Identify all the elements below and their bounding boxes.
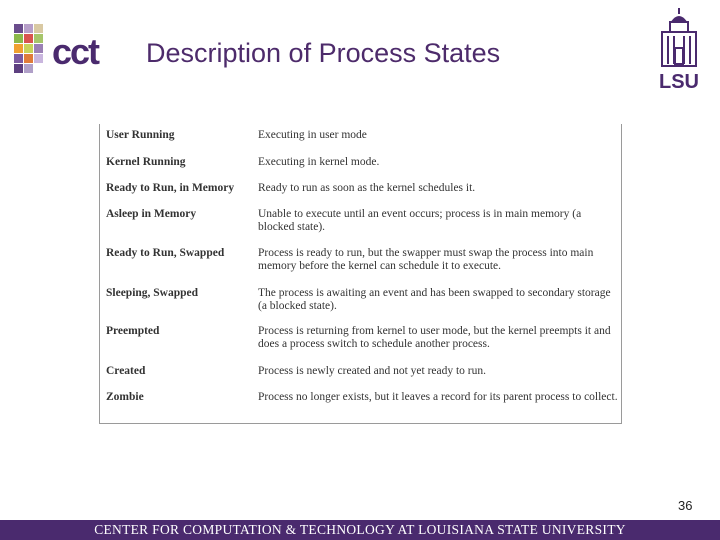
state-name: User Running (106, 129, 175, 141)
state-description: Process is returning from kernel to user mode, but the kernel preempts it and does a process switch to schedule another process. (258, 325, 611, 350)
cct-logo-squares (14, 24, 43, 73)
state-description: Executing in user mode (258, 129, 367, 141)
state-name: Zombie (106, 391, 144, 403)
lsu-tower-icon (662, 8, 696, 66)
state-description: Process is newly created and not yet ready to run. (258, 365, 487, 377)
state-description: Ready to run as soon as the kernel schedules it. (258, 182, 476, 194)
state-name: Asleep in Memory (106, 208, 197, 220)
state-description: The process is awaiting an event and has been swapped to secondary storage (a blocked state). (258, 287, 611, 312)
state-description: Executing in kernel mode. (258, 156, 380, 168)
process-states-table (99, 124, 622, 424)
lsu-logo (650, 6, 708, 92)
cct-logo (14, 24, 126, 82)
state-name: Ready to Run, in Memory (106, 182, 235, 194)
footer-bar (0, 520, 720, 540)
slide-title: Description of Process States (146, 38, 501, 68)
state-name: Created (106, 365, 146, 377)
cct-logo-text: cct (52, 31, 99, 72)
state-description: Process no longer exists, but it leaves a record for its parent process to collect. (258, 391, 618, 403)
state-description: Process is ready to run, but the swapper must swap the process into main memory before the kernel can schedule it to execute. (258, 247, 594, 272)
state-name: Ready to Run, Swapped (106, 247, 225, 259)
state-description: Unable to execute until an event occurs; process is in main memory (a blocked state). (258, 208, 582, 233)
footer-text: CENTER FOR COMPUTATION & TECHNOLOGY AT LOUISIANA STATE UNIVERSITY (94, 522, 626, 537)
state-name: Kernel Running (106, 156, 186, 168)
lsu-logo-text: LSU (659, 71, 699, 92)
page-number: 36 (678, 498, 693, 513)
state-name: Preempted (106, 325, 160, 337)
state-name: Sleeping, Swapped (106, 287, 199, 299)
